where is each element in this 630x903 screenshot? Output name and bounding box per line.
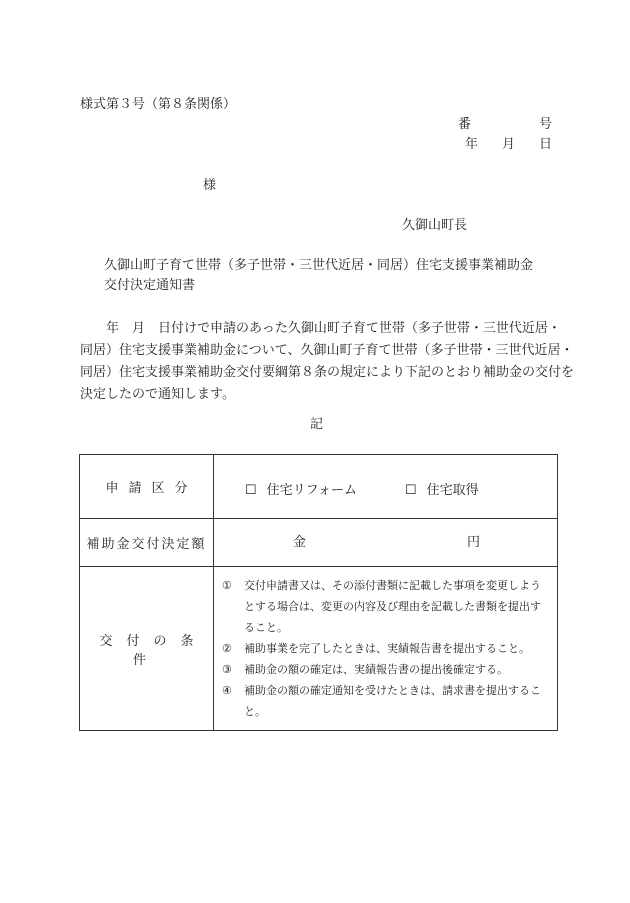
amount-label-cell	[80, 519, 214, 567]
table-row-amount	[80, 519, 558, 567]
body-line: 年 月 日付けで申請のあった久御山町子育て世帯（多子世帯・三世代近居・	[93, 321, 561, 336]
addressee-suffix: 様	[203, 178, 217, 193]
conditions-list	[214, 567, 557, 730]
document-title-line-2: 交付決定通知書	[104, 278, 196, 293]
condition-number: ④	[222, 684, 232, 697]
condition-number: ①	[222, 579, 232, 592]
checkbox-icon[interactable]: ☐	[405, 483, 417, 498]
condition-item	[220, 680, 551, 722]
body-line: 決定したので通知します。	[80, 387, 235, 402]
amount-prefix: 金	[293, 535, 307, 550]
issuer: 久御山町長	[402, 218, 468, 233]
category-label-cell	[80, 455, 214, 519]
checkbox-icon[interactable]: ☐	[245, 483, 257, 498]
date-month: 月	[502, 137, 516, 152]
condition-number: ③	[222, 663, 232, 676]
condition-text: 補助事業を完了したときは、実績報告書を提出すること。	[244, 642, 530, 655]
number-label-go: 号	[539, 117, 553, 132]
condition-number: ②	[222, 642, 232, 655]
body-paragraph	[80, 318, 575, 406]
body-line: 同居）住宅支援事業補助金交付要綱第８条の規定により下記のとおり補助金の交付を	[80, 365, 575, 380]
ki-heading: 記	[310, 417, 324, 432]
amount-cell	[214, 519, 558, 567]
amount-label: 補助金交付決定額	[86, 537, 207, 552]
condition-text: 交付申請書又は、その添付書類に記載した事項を変更しようとする場合は、変更の内容及び理由を記載した書類を提出すること。	[244, 579, 541, 634]
condition-item	[220, 638, 551, 659]
date-day: 日	[539, 137, 553, 152]
conditions-label-cell	[80, 567, 214, 731]
date-year: 年	[465, 137, 479, 152]
table-row-category	[80, 455, 558, 519]
conditions-label: 交付の条件	[99, 633, 208, 668]
category-options-cell	[214, 455, 558, 519]
decision-table	[79, 454, 558, 731]
condition-text: 補助金の額の確定通知を受けたときは、請求書を提出すること。	[244, 684, 541, 718]
option-label: 住宅リフォーム	[266, 483, 358, 498]
condition-item	[220, 659, 551, 680]
table-row-conditions	[80, 567, 558, 731]
option-housing-reform[interactable]	[245, 479, 357, 498]
category-label: 申請区分	[105, 481, 198, 496]
body-line: 同居）住宅支援事業補助金について、久御山町子育て世帯（多子世帯・三世代近居・	[80, 343, 574, 358]
option-label: 住宅取得	[426, 483, 479, 498]
number-label-ban: 番	[458, 117, 472, 132]
conditions-cell	[214, 567, 558, 731]
form-number: 様式第３号（第８条関係）	[80, 97, 237, 112]
condition-item	[220, 575, 551, 638]
document-title-line-1: 久御山町子育て世帯（多子世帯・三世代近居・同居）住宅支援事業補助金	[104, 258, 534, 273]
amount-suffix: 円	[467, 535, 481, 550]
option-housing-acquisition[interactable]	[405, 479, 479, 498]
condition-text: 補助金の額の確定は、実績報告書の提出後確定する。	[244, 663, 508, 676]
